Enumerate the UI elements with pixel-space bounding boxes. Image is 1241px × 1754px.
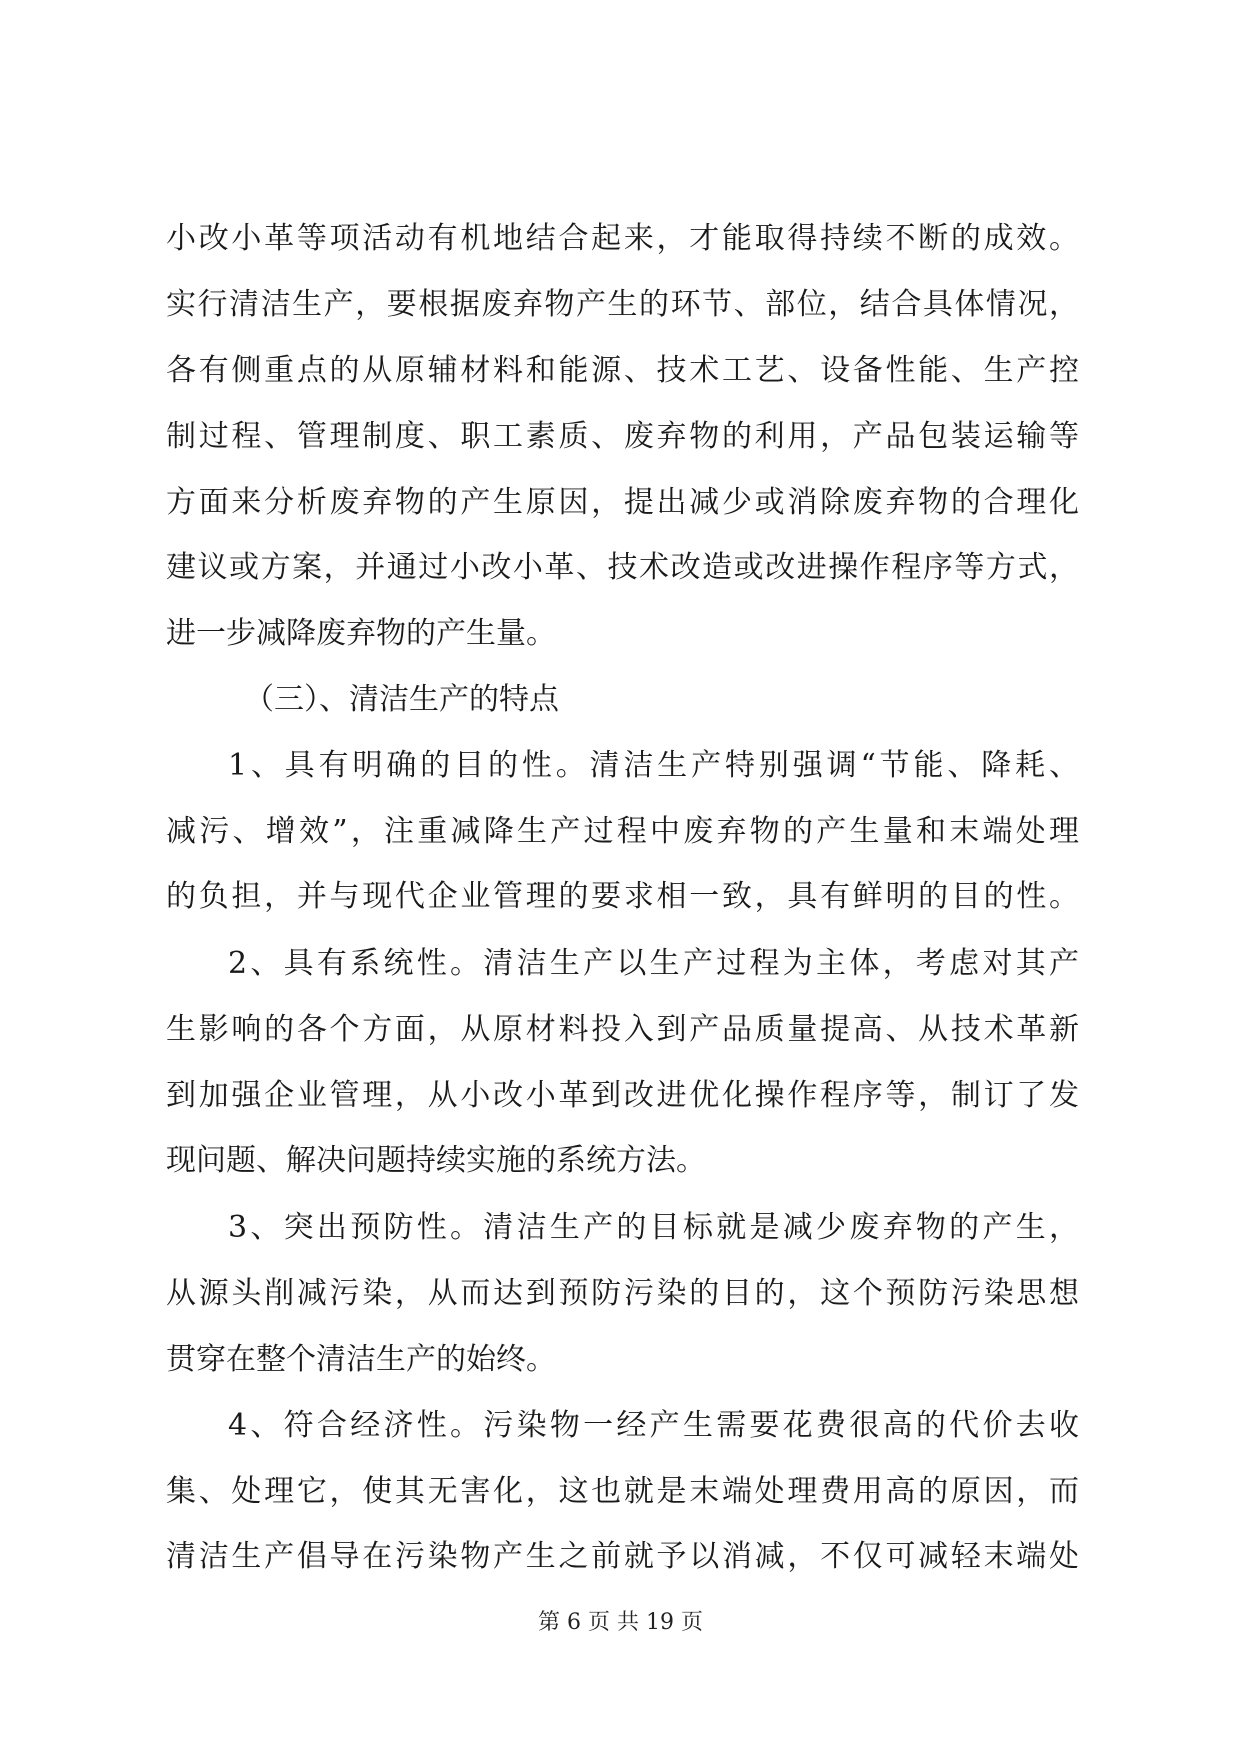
- body-text-line: 制过程、管理制度、职工素质、废弃物的利用，产品包装运输等: [166, 419, 1079, 454]
- body-text-line: 建议或方案，并通过小改小革、技术改造或改进操作程序等方式，: [166, 550, 1079, 585]
- page-number-footer: 第 6 页 共 19 页: [538, 1610, 703, 1635]
- body-text-line: 清洁生产倡导在污染物产生之前就予以消减，不仅可减轻末端处: [166, 1539, 1079, 1574]
- list-item-4-text: 4、符合经济性。污染物一经产生需要花费很高的代价去收: [228, 1408, 1079, 1443]
- body-text-line: 生影响的各个方面，从原材料投入到产品质量提高、从技术革新: [166, 1012, 1079, 1047]
- body-text-line: 小改小革等项活动有机地结合起来，才能取得持续不断的成效。: [166, 221, 1079, 256]
- body-text-line: 方面来分析废弃物的产生原因，提出减少或消除废弃物的合理化: [166, 485, 1079, 520]
- body-text-line: 实行清洁生产，要根据废弃物产生的环节、部位，结合具体情况，: [166, 287, 1079, 322]
- body-text-line: 贯穿在整个清洁生产的始终。: [166, 1342, 556, 1377]
- body-text-line: 集、处理它，使其无害化，这也就是末端处理费用高的原因，而: [166, 1474, 1079, 1509]
- list-item-3-text: 3、突出预防性。清洁生产的目标就是减少废弃物的产生，: [228, 1210, 1079, 1245]
- body-text-line: 现问题、解决问题持续实施的系统方法。: [166, 1143, 706, 1178]
- body-text-line: 各有侧重点的从原辅材料和能源、技术工艺、设备性能、生产控: [166, 353, 1079, 388]
- body-text-line: 减污、增效”，注重减降生产过程中废弃物的产生量和末端处理: [166, 814, 1079, 849]
- body-text-line: 进一步减降废弃物的产生量。: [166, 616, 556, 651]
- list-item-2-text: 2、具有系统性。清洁生产以生产过程为主体，考虑对其产: [228, 946, 1079, 981]
- section-heading: （三）、清洁生产的特点: [244, 682, 559, 717]
- list-item-1-text: 1、具有明确的目的性。清洁生产特别强调“节能、降耗、: [228, 748, 1079, 783]
- body-text-line: 到加强企业管理，从小改小革到改进优化操作程序等，制订了发: [166, 1078, 1079, 1113]
- body-text-line: 从源头削减污染，从而达到预防污染的目的，这个预防污染思想: [166, 1276, 1079, 1311]
- body-text-line: 的负担，并与现代企业管理的要求相一致，具有鲜明的目的性。: [166, 879, 1079, 914]
